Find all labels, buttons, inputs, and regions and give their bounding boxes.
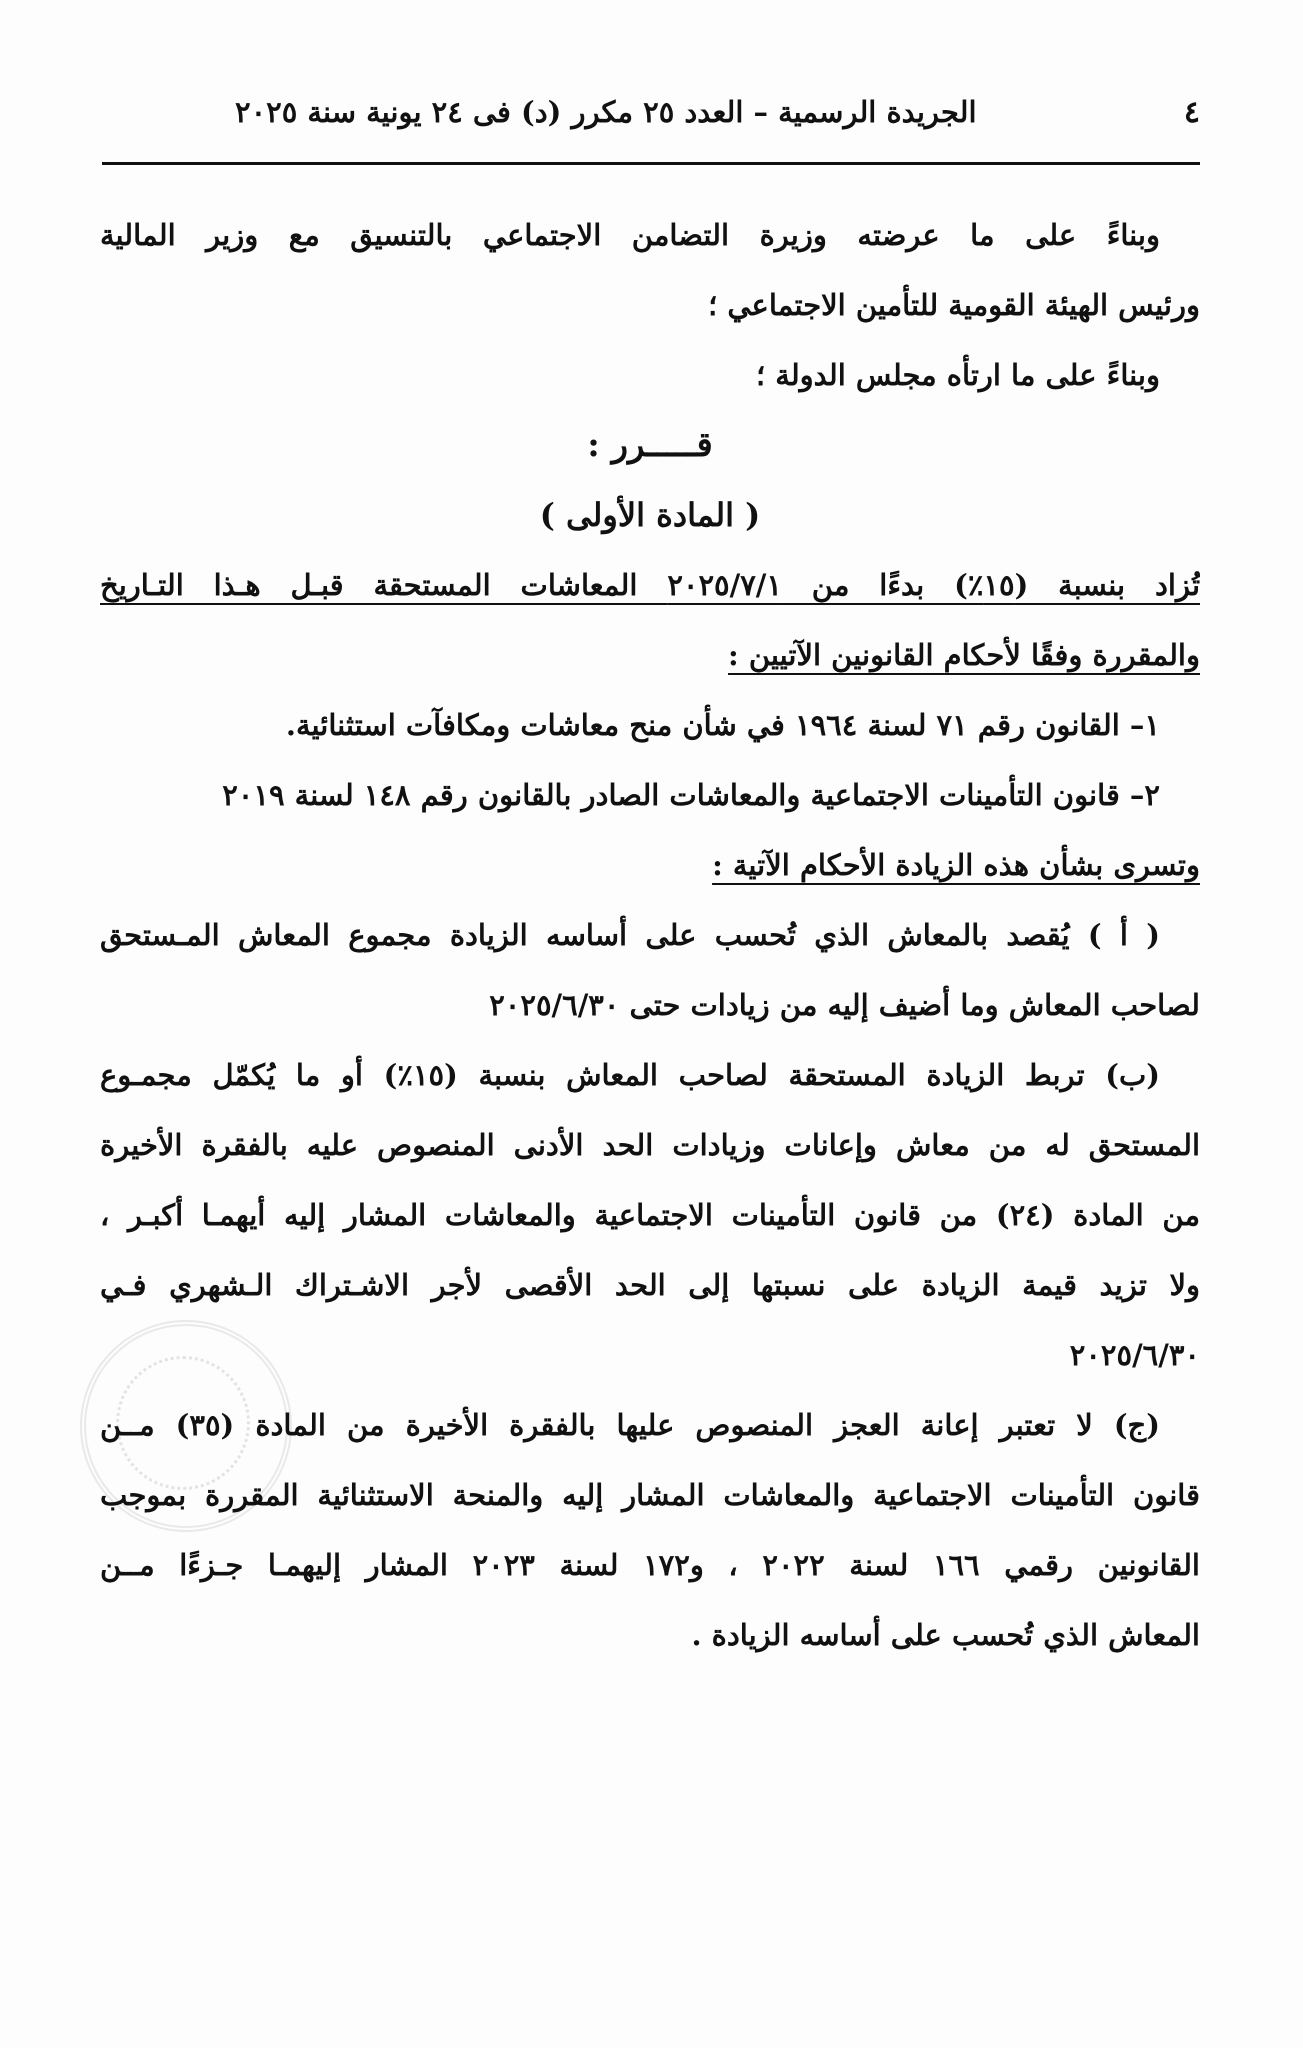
clause-line: ولا تزيد قيمة الزيادة على نسبتها إلى الحد الأقصى لأجر الاشـتراك الـشهري فـي: [100, 1268, 1200, 1302]
clause-line: (ب) تربط الزيادة المستحقة لصاحب المعاش بنسبة (١٥٪) أو ما يُكمّل مجمـوع: [100, 1058, 1160, 1092]
list-item: ٢– قانون التأمينات الاجتماعية والمعاشات الصادر بالقانون رقم ١٤٨ لسنة ٢٠١٩: [222, 778, 1160, 812]
clause-line: المستحق له من معاش وإعانات وزيادات الحد الأدنى المنصوص عليه بالفقرة الأخيرة: [100, 1128, 1200, 1162]
clause-line: من المادة (٢٤) من قانون التأمينات الاجتماعية والمعاشات المشار إليه أيهمـا أكبـر ،: [100, 1198, 1200, 1232]
page-number: ٤: [1183, 94, 1200, 130]
provisions-intro: وتسرى بشأن هذه الزيادة الأحكام الآتية :: [712, 848, 1200, 882]
clause-line: المعاش الذي تُحسب على أساسه الزيادة .: [691, 1618, 1200, 1652]
article-heading: ( المادة الأولى ): [539, 496, 761, 534]
page-header: [235, 92, 1200, 132]
clause-line: قانون التأمينات الاجتماعية والمعاشات المشار إليه والمنحة الاستثنائية المقررة بموجب: [100, 1478, 1200, 1512]
header-divider: [102, 162, 1200, 165]
article-line: تُزاد بنسبة (١٥٪) بدءًا من ٢٠٢٥/٧/١ المعاشات المستحقة قبـل هـذا التـاريخ: [100, 568, 1200, 602]
clause-line: ٢٠٢٥/٦/٣٠: [1069, 1338, 1200, 1372]
paragraph-line: وبناءً على ما ارتأه مجلس الدولة ؛: [755, 358, 1160, 392]
gazette-header-title: الجريدة الرسمية – العدد ٢٥ مكرر (د) فى ٢٤ يونية سنة ٢٠٢٥: [235, 95, 977, 129]
article-line: والمقررة وفقًا لأحكام القانونين الآتيين :: [728, 638, 1200, 672]
article-line-wrap: [100, 620, 1200, 690]
decree-body: [100, 200, 1200, 1670]
clause-line: لصاحب المعاش وما أضيف إليه من زيادات حتى ٢٠٢٥/٦/٣٠: [489, 988, 1200, 1022]
clause-line: القانونين رقمي ١٦٦ لسنة ٢٠٢٢ ، و١٧٢ لسنة ٢٠٢٣ المشار إليهمـا جـزءًا مــن: [100, 1548, 1200, 1582]
clause-line: ( أ ) يُقصد بالمعاش الذي تُحسب على أساسه الزيادة مجموع المعاش المـستحق: [100, 918, 1160, 952]
provisions-intro-wrap: [100, 830, 1200, 900]
paragraph-line: وبناءً على ما عرضته وزيرة التضامن الاجتماعي بالتنسيق مع وزير المالية: [100, 218, 1160, 252]
decree-heading: قـــــرر :: [587, 425, 713, 465]
list-item: ١– القانون رقم ٧١ لسنة ١٩٦٤ في شأن منح معاشات ومكافآت استثنائية.: [285, 708, 1160, 742]
paragraph-line: ورئيس الهيئة القومية للتأمين الاجتماعي ؛: [708, 288, 1200, 322]
clause-line: (ج) لا تعتبر إعانة العجز المنصوص عليها بالفقرة الأخيرة من المادة (٣٥) مــن: [100, 1408, 1160, 1442]
